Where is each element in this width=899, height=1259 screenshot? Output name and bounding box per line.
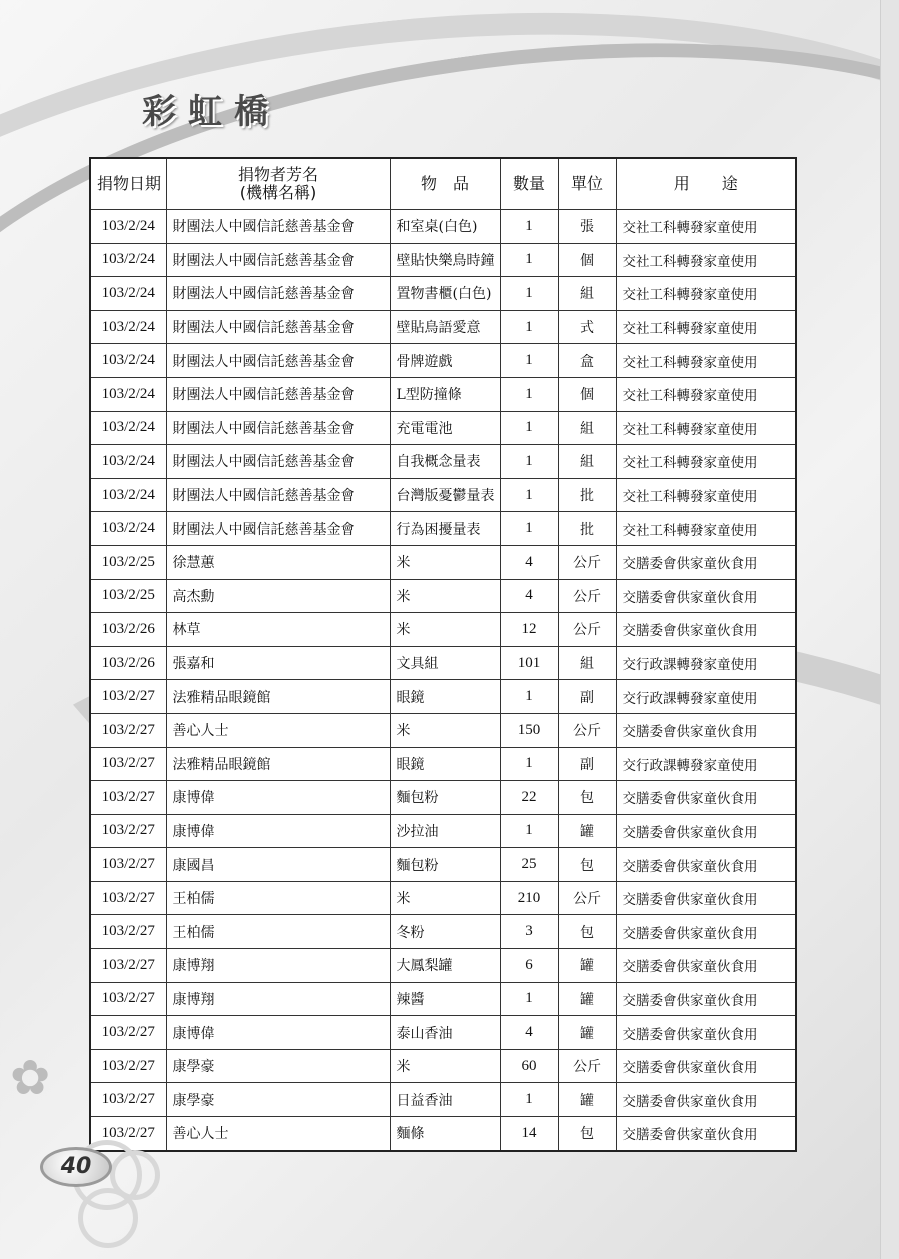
purpose-cell: 交行政課轉發家童使用	[616, 747, 796, 781]
item-name-cell: 泰山香油	[390, 1016, 500, 1050]
purpose-cell: 交社工科轉發家童使用	[616, 411, 796, 445]
donation-date-cell: 103/2/27	[90, 781, 166, 815]
table-row	[90, 1117, 796, 1151]
purpose-cell: 交膳委會供家童伙食用	[616, 781, 796, 815]
donation-date-cell: 103/2/24	[90, 512, 166, 546]
donation-date-cell: 103/2/24	[90, 377, 166, 411]
decorative-circle	[78, 1188, 138, 1248]
donor-name-cell: 康博翔	[166, 982, 390, 1016]
purpose-cell: 交行政課轉發家童使用	[616, 646, 796, 680]
donation-date-cell: 103/2/25	[90, 579, 166, 613]
table-header-row	[90, 158, 796, 210]
item-name-cell: L型防撞條	[390, 377, 500, 411]
item-name-cell: 置物書櫃(白色)	[390, 277, 500, 311]
item-name-cell: 米	[390, 579, 500, 613]
purpose-cell: 交膳委會供家童伙食用	[616, 915, 796, 949]
quantity-cell: 3	[500, 915, 558, 949]
column-header: 數量	[500, 158, 558, 210]
donation-date-cell: 103/2/27	[90, 680, 166, 714]
unit-cell: 公斤	[558, 579, 616, 613]
donation-date-cell: 103/2/25	[90, 545, 166, 579]
donation-date-cell: 103/2/24	[90, 411, 166, 445]
quantity-cell: 14	[500, 1117, 558, 1151]
quantity-cell: 1	[500, 445, 558, 479]
purpose-cell: 交膳委會供家童伙食用	[616, 613, 796, 647]
item-name-cell: 辣醬	[390, 982, 500, 1016]
donor-name-cell: 財團法人中國信託慈善基金會	[166, 344, 390, 378]
donation-date-cell: 103/2/27	[90, 982, 166, 1016]
table-row	[90, 1049, 796, 1083]
purpose-cell: 交社工科轉發家童使用	[616, 344, 796, 378]
unit-cell: 公斤	[558, 613, 616, 647]
unit-cell: 組	[558, 277, 616, 311]
donation-date-cell: 103/2/27	[90, 915, 166, 949]
quantity-cell: 1	[500, 1083, 558, 1117]
purpose-cell: 交膳委會供家童伙食用	[616, 1049, 796, 1083]
donor-name-cell: 王柏儒	[166, 915, 390, 949]
quantity-cell: 1	[500, 747, 558, 781]
quantity-cell: 150	[500, 713, 558, 747]
table-row	[90, 545, 796, 579]
unit-cell: 個	[558, 243, 616, 277]
item-name-cell: 米	[390, 713, 500, 747]
item-name-cell: 大鳳梨罐	[390, 949, 500, 983]
donation-date-cell: 103/2/27	[90, 1016, 166, 1050]
donor-name-cell: 康博偉	[166, 814, 390, 848]
purpose-cell: 交社工科轉發家童使用	[616, 377, 796, 411]
donation-date-cell: 103/2/27	[90, 747, 166, 781]
table-row	[90, 982, 796, 1016]
donation-date-cell: 103/2/24	[90, 445, 166, 479]
donation-date-cell: 103/2/27	[90, 881, 166, 915]
donor-name-cell: 康博偉	[166, 1016, 390, 1050]
purpose-cell: 交社工科轉發家童使用	[616, 512, 796, 546]
donor-name-cell: 善心人士	[166, 713, 390, 747]
item-name-cell: 冬粉	[390, 915, 500, 949]
item-name-cell: 文具組	[390, 646, 500, 680]
quantity-cell: 210	[500, 881, 558, 915]
table-row	[90, 949, 796, 983]
column-header: 捐物者芳名 (機構名稱)	[166, 158, 390, 210]
table-row	[90, 680, 796, 714]
purpose-cell: 交膳委會供家童伙食用	[616, 982, 796, 1016]
donor-name-cell: 法雅精品眼鏡館	[166, 680, 390, 714]
purpose-cell: 交社工科轉發家童使用	[616, 243, 796, 277]
unit-cell: 批	[558, 512, 616, 546]
table-row	[90, 377, 796, 411]
quantity-cell: 4	[500, 579, 558, 613]
unit-cell: 組	[558, 646, 616, 680]
unit-cell: 個	[558, 377, 616, 411]
quantity-cell: 4	[500, 545, 558, 579]
purpose-cell: 交社工科轉發家童使用	[616, 277, 796, 311]
table-row	[90, 512, 796, 546]
purpose-cell: 交膳委會供家童伙食用	[616, 1016, 796, 1050]
column-header: 捐物日期	[90, 158, 166, 210]
purpose-cell: 交膳委會供家童伙食用	[616, 814, 796, 848]
donor-name-cell: 財團法人中國信託慈善基金會	[166, 478, 390, 512]
item-name-cell: 和室桌(白色)	[390, 210, 500, 244]
item-name-cell: 米	[390, 545, 500, 579]
donation-date-cell: 103/2/24	[90, 478, 166, 512]
unit-cell: 包	[558, 781, 616, 815]
item-name-cell: 米	[390, 881, 500, 915]
donor-name-cell: 財團法人中國信託慈善基金會	[166, 310, 390, 344]
quantity-cell: 25	[500, 848, 558, 882]
unit-cell: 公斤	[558, 713, 616, 747]
quantity-cell: 1	[500, 512, 558, 546]
page-number: 40	[40, 1147, 112, 1187]
donor-name-cell: 高杰勳	[166, 579, 390, 613]
page-edge-strip	[880, 0, 899, 1259]
unit-cell: 盒	[558, 344, 616, 378]
donor-name-cell: 法雅精品眼鏡館	[166, 747, 390, 781]
table-row	[90, 579, 796, 613]
item-name-cell: 米	[390, 1049, 500, 1083]
unit-cell: 包	[558, 1117, 616, 1151]
purpose-cell: 交膳委會供家童伙食用	[616, 579, 796, 613]
table-row	[90, 277, 796, 311]
item-name-cell: 眼鏡	[390, 680, 500, 714]
table-row	[90, 310, 796, 344]
quantity-cell: 4	[500, 1016, 558, 1050]
purpose-cell: 交膳委會供家童伙食用	[616, 545, 796, 579]
table-row	[90, 478, 796, 512]
quantity-cell: 6	[500, 949, 558, 983]
unit-cell: 包	[558, 915, 616, 949]
unit-cell: 罐	[558, 982, 616, 1016]
table-row	[90, 411, 796, 445]
table-row	[90, 1083, 796, 1117]
unit-cell: 組	[558, 411, 616, 445]
unit-cell: 公斤	[558, 545, 616, 579]
donor-name-cell: 財團法人中國信託慈善基金會	[166, 243, 390, 277]
donation-date-cell: 103/2/24	[90, 277, 166, 311]
item-name-cell: 骨牌遊戲	[390, 344, 500, 378]
quantity-cell: 1	[500, 210, 558, 244]
table-row	[90, 613, 796, 647]
purpose-cell: 交膳委會供家童伙食用	[616, 713, 796, 747]
unit-cell: 批	[558, 478, 616, 512]
donor-name-cell: 財團法人中國信託慈善基金會	[166, 512, 390, 546]
table-row	[90, 713, 796, 747]
donor-name-cell: 康博翔	[166, 949, 390, 983]
donor-name-cell: 徐慧蕙	[166, 545, 390, 579]
purpose-cell: 交膳委會供家童伙食用	[616, 1083, 796, 1117]
item-name-cell: 麵包粉	[390, 781, 500, 815]
quantity-cell: 1	[500, 277, 558, 311]
item-name-cell: 自我概念量表	[390, 445, 500, 479]
unit-cell: 張	[558, 210, 616, 244]
item-name-cell: 行為困擾量表	[390, 512, 500, 546]
table-row	[90, 848, 796, 882]
donor-name-cell: 康學豪	[166, 1049, 390, 1083]
unit-cell: 公斤	[558, 1049, 616, 1083]
item-name-cell: 麵包粉	[390, 848, 500, 882]
quantity-cell: 1	[500, 411, 558, 445]
flower-icon: ✿	[10, 1050, 51, 1106]
donor-name-cell: 康國昌	[166, 848, 390, 882]
donation-date-cell: 103/2/27	[90, 848, 166, 882]
purpose-cell: 交社工科轉發家童使用	[616, 445, 796, 479]
unit-cell: 副	[558, 747, 616, 781]
item-name-cell: 壁貼鳥語愛意	[390, 310, 500, 344]
donation-date-cell: 103/2/26	[90, 646, 166, 680]
unit-cell: 式	[558, 310, 616, 344]
donor-name-cell: 康博偉	[166, 781, 390, 815]
item-name-cell: 日益香油	[390, 1083, 500, 1117]
donation-date-cell: 103/2/27	[90, 814, 166, 848]
table-row	[90, 210, 796, 244]
item-name-cell: 充電電池	[390, 411, 500, 445]
quantity-cell: 60	[500, 1049, 558, 1083]
donation-date-cell: 103/2/27	[90, 713, 166, 747]
table-body	[90, 210, 796, 1151]
donation-date-cell: 103/2/26	[90, 613, 166, 647]
unit-cell: 罐	[558, 1016, 616, 1050]
donation-date-cell: 103/2/27	[90, 1117, 166, 1151]
page-title: 彩虹橋	[142, 92, 280, 132]
donor-name-cell: 財團法人中國信託慈善基金會	[166, 210, 390, 244]
quantity-cell: 1	[500, 814, 558, 848]
donor-name-cell: 善心人士	[166, 1117, 390, 1151]
donation-date-cell: 103/2/24	[90, 210, 166, 244]
donor-name-cell: 財團法人中國信託慈善基金會	[166, 411, 390, 445]
purpose-cell: 交社工科轉發家童使用	[616, 210, 796, 244]
donation-table	[89, 157, 797, 1152]
quantity-cell: 1	[500, 310, 558, 344]
table-row	[90, 1016, 796, 1050]
donation-date-cell: 103/2/27	[90, 1049, 166, 1083]
donation-date-cell: 103/2/24	[90, 344, 166, 378]
donation-date-cell: 103/2/27	[90, 1083, 166, 1117]
table-row	[90, 243, 796, 277]
table-row	[90, 881, 796, 915]
purpose-cell: 交膳委會供家童伙食用	[616, 1117, 796, 1151]
item-name-cell: 眼鏡	[390, 747, 500, 781]
donation-date-cell: 103/2/27	[90, 949, 166, 983]
table-row	[90, 747, 796, 781]
purpose-cell: 交膳委會供家童伙食用	[616, 848, 796, 882]
donor-name-cell: 王柏儒	[166, 881, 390, 915]
column-header: 物 品	[390, 158, 500, 210]
purpose-cell: 交膳委會供家童伙食用	[616, 949, 796, 983]
column-header: 單位	[558, 158, 616, 210]
quantity-cell: 12	[500, 613, 558, 647]
purpose-cell: 交行政課轉發家童使用	[616, 680, 796, 714]
table-row	[90, 915, 796, 949]
table-row	[90, 344, 796, 378]
donor-name-cell: 林草	[166, 613, 390, 647]
unit-cell: 包	[558, 848, 616, 882]
table-row	[90, 781, 796, 815]
quantity-cell: 1	[500, 243, 558, 277]
unit-cell: 公斤	[558, 881, 616, 915]
item-name-cell: 麵條	[390, 1117, 500, 1151]
column-header: 用 途	[616, 158, 796, 210]
item-name-cell: 壁貼快樂鳥時鐘	[390, 243, 500, 277]
unit-cell: 罐	[558, 949, 616, 983]
purpose-cell: 交膳委會供家童伙食用	[616, 881, 796, 915]
quantity-cell: 1	[500, 344, 558, 378]
purpose-cell: 交社工科轉發家童使用	[616, 478, 796, 512]
quantity-cell: 101	[500, 646, 558, 680]
unit-cell: 副	[558, 680, 616, 714]
quantity-cell: 1	[500, 680, 558, 714]
purpose-cell: 交社工科轉發家童使用	[616, 310, 796, 344]
unit-cell: 組	[558, 445, 616, 479]
donor-name-cell: 財團法人中國信託慈善基金會	[166, 445, 390, 479]
table-row	[90, 814, 796, 848]
donor-name-cell: 財團法人中國信託慈善基金會	[166, 377, 390, 411]
donation-date-cell: 103/2/24	[90, 310, 166, 344]
table-row	[90, 445, 796, 479]
quantity-cell: 1	[500, 478, 558, 512]
quantity-cell: 1	[500, 377, 558, 411]
donor-name-cell: 康學豪	[166, 1083, 390, 1117]
item-name-cell: 台灣版憂鬱量表	[390, 478, 500, 512]
item-name-cell: 米	[390, 613, 500, 647]
donor-name-cell: 財團法人中國信託慈善基金會	[166, 277, 390, 311]
quantity-cell: 1	[500, 982, 558, 1016]
item-name-cell: 沙拉油	[390, 814, 500, 848]
donor-name-cell: 張嘉和	[166, 646, 390, 680]
quantity-cell: 22	[500, 781, 558, 815]
donation-date-cell: 103/2/24	[90, 243, 166, 277]
unit-cell: 罐	[558, 1083, 616, 1117]
table-row	[90, 646, 796, 680]
unit-cell: 罐	[558, 814, 616, 848]
